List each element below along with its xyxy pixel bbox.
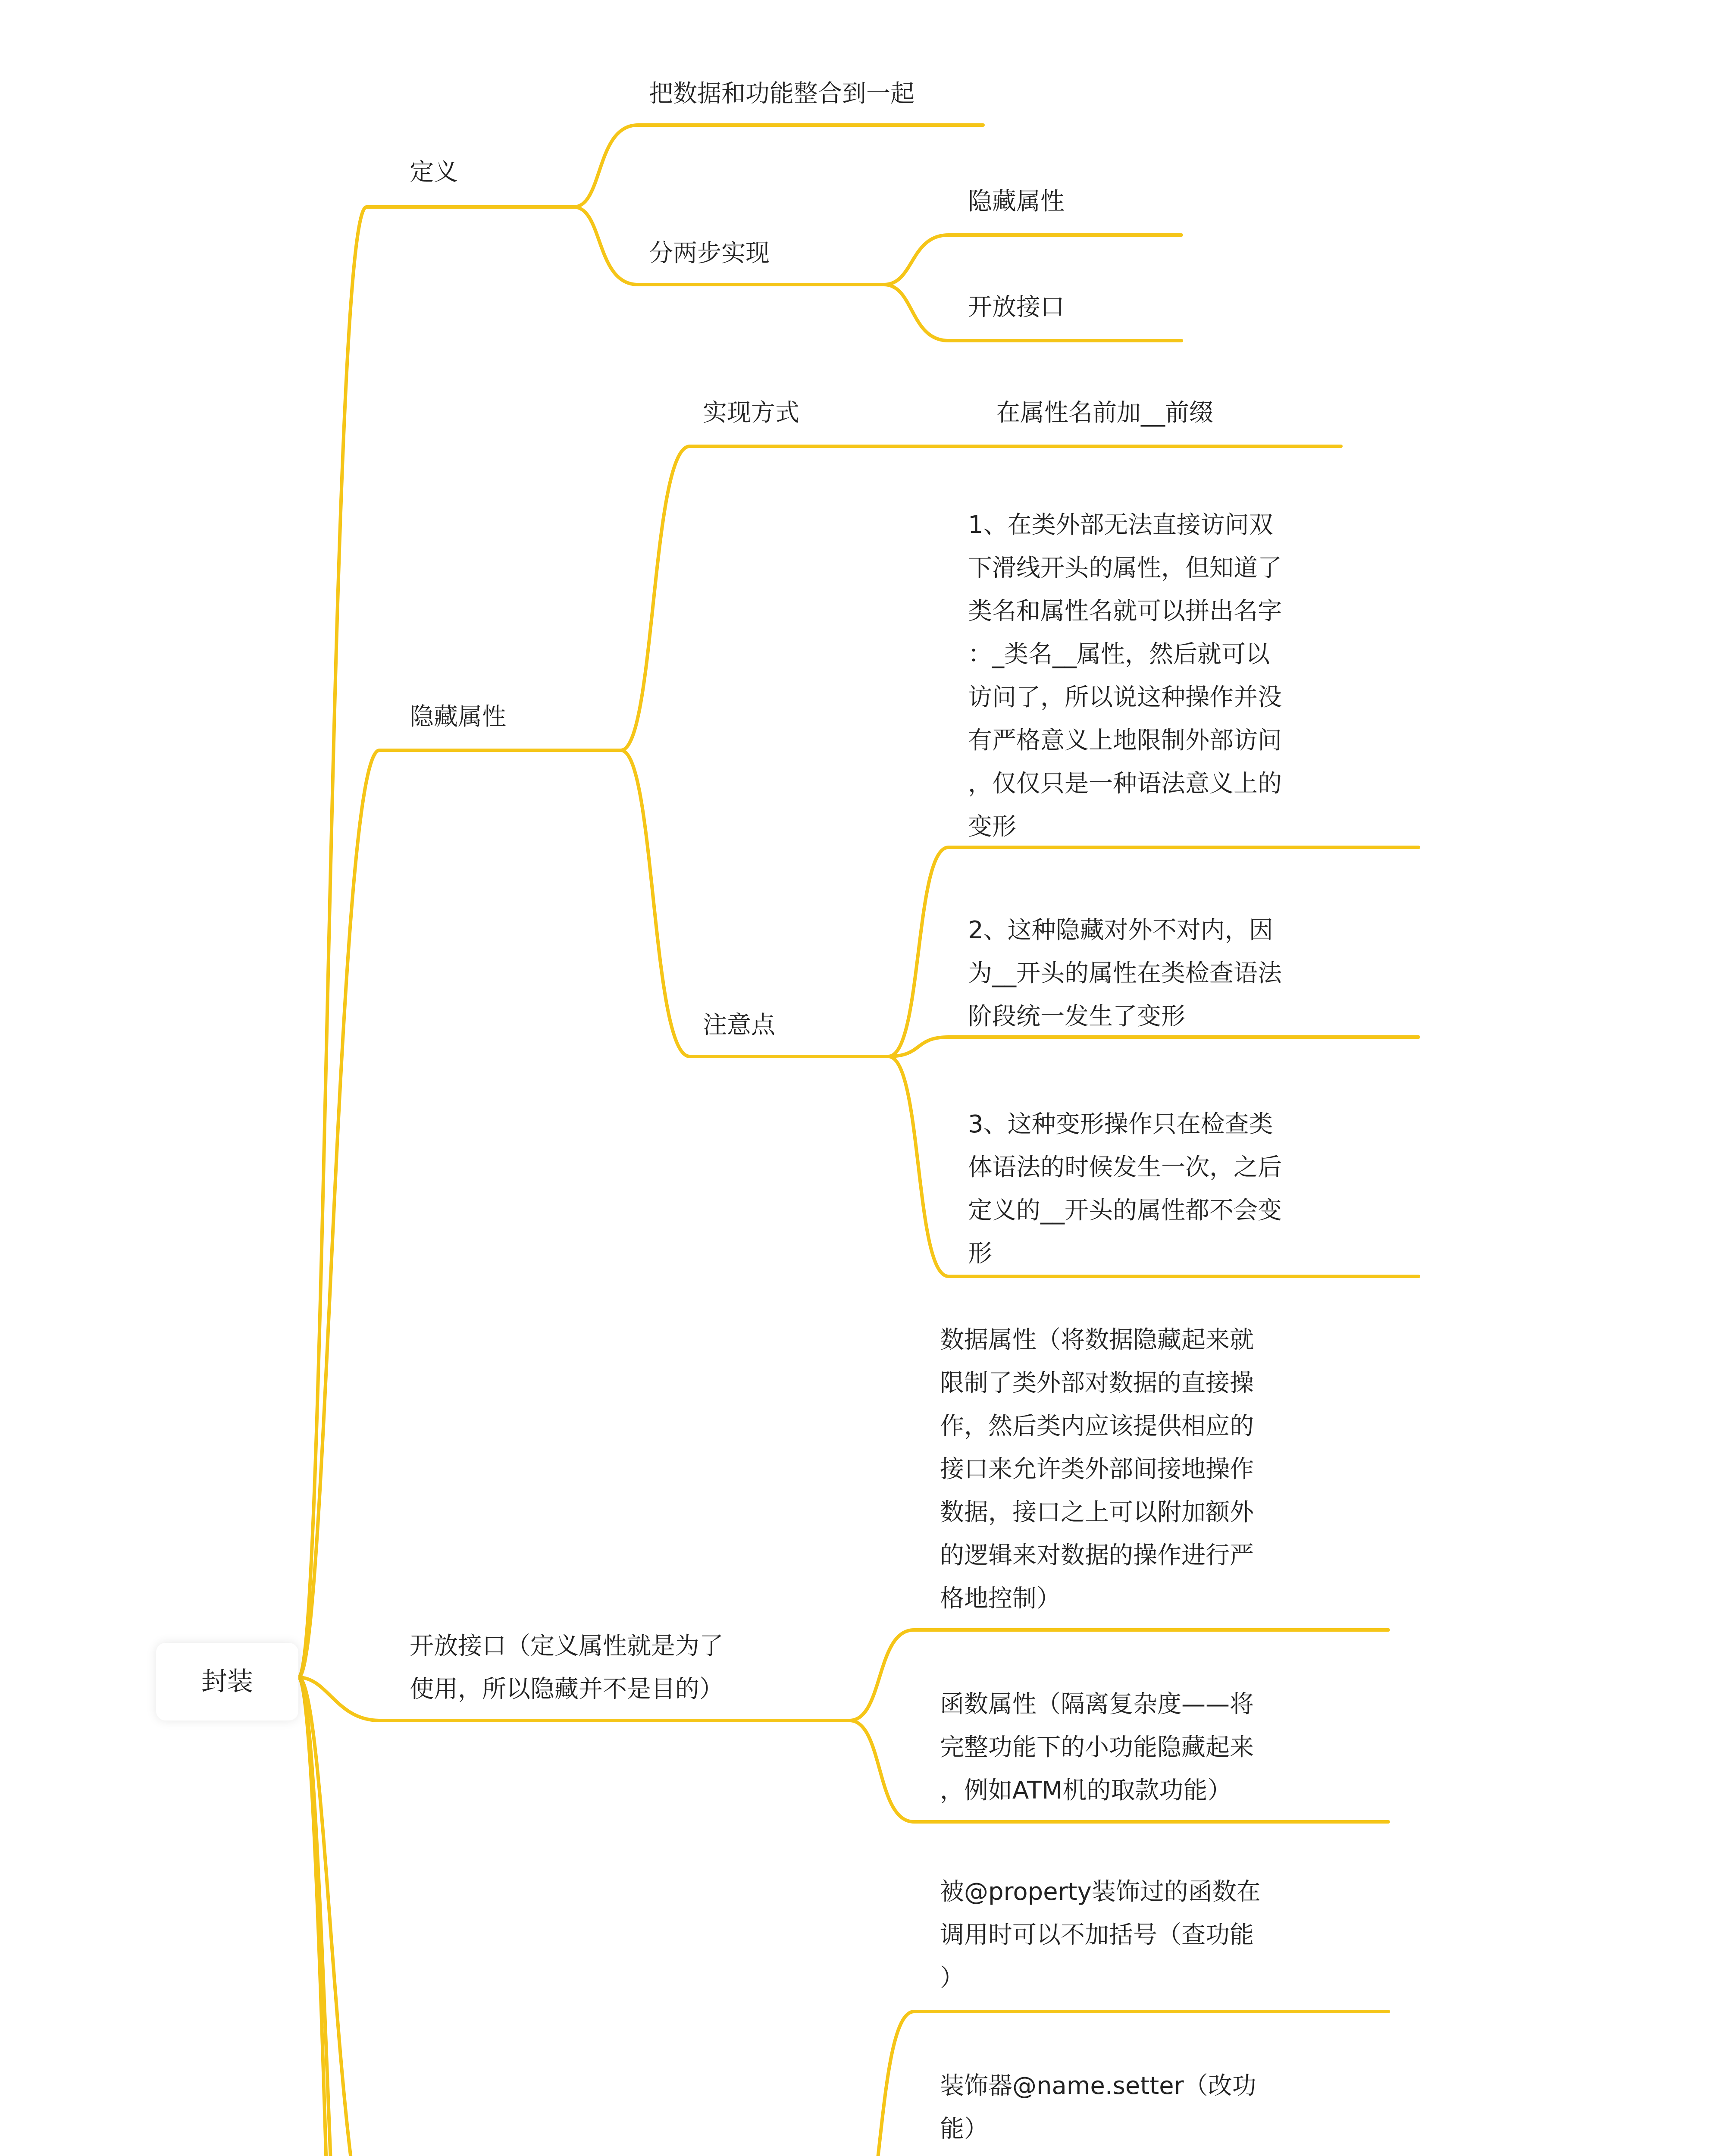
note-2-line: 2、这种隐藏对外不对内，因 (968, 916, 1273, 944)
note-1-line: 下滑线开头的属性，但知道了 (968, 554, 1282, 582)
note-2-line: 为__开头的属性在类检查语法 (968, 959, 1282, 987)
property-1-line: ） (940, 1964, 964, 1992)
node-impl[interactable]: 实现方式 (703, 399, 799, 427)
note-1-line: ：_类名__属性，然后就可以 (968, 640, 1270, 668)
node-integrate[interactable]: 把数据和功能整合到一起 (649, 80, 915, 108)
note-1-line: 变形 (968, 813, 1016, 841)
note-3-line: 定义的__开头的属性都不会变 (968, 1197, 1282, 1225)
data-attr-line: 作，然后类内应该提供相应的 (940, 1412, 1254, 1440)
func-attr-line: 完整功能下的小功能隐藏起来 (940, 1733, 1254, 1761)
data-attr-line: 数据属性（将数据隐藏起来就 (940, 1326, 1254, 1354)
note-3-line: 3、这种变形操作只在检查类 (968, 1110, 1273, 1138)
note-1-line: 有严格意义上地限制外部访问 (968, 727, 1282, 755)
data-attr-line: 限制了类外部对数据的直接操 (940, 1369, 1254, 1397)
node-hide-step[interactable]: 隐藏属性 (968, 188, 1065, 216)
func-attr-line: 函数属性（隔离复杂度——将 (940, 1690, 1254, 1718)
data-attr-line: 格地控制） (940, 1585, 1061, 1613)
link-def-integrate (573, 125, 983, 207)
func-attr-line: ，例如ATM机的取款功能） (940, 1777, 1232, 1805)
data-attr-line: 数据，接口之上可以附加额外 (940, 1498, 1254, 1526)
note-3-line: 体语法的时候发生一次，之后 (968, 1153, 1282, 1181)
link-notes-2 (888, 1037, 1419, 1056)
property-1-line: 调用时可以不加括号（查功能 (940, 1921, 1254, 1949)
link-root-hidden (298, 750, 621, 1677)
note-2-line: 阶段统一发生了变形 (968, 1003, 1185, 1031)
node-two-steps[interactable]: 分两步实现 (649, 239, 770, 267)
link-root-definition (298, 207, 573, 1677)
property-1-line: 被@property装饰过的函数在 (940, 1878, 1261, 1906)
open-interface-line: 开放接口（定义属性就是为了 (410, 1632, 723, 1660)
note-1-line: 类名和属性名就可以拼出名字 (968, 597, 1282, 625)
note-1-line: 访问了，所以说这种操作并没 (968, 683, 1282, 711)
data-attr-line: 的逻辑来对数据的操作进行严 (940, 1542, 1254, 1570)
node-open-step[interactable]: 开放接口 (968, 293, 1065, 321)
open-interface-line: 使用，所以隐藏并不是目的） (410, 1675, 723, 1703)
node-hidden-attr[interactable]: 隐藏属性 (410, 703, 506, 731)
property-2-line: 装饰器@name.setter（改功 (940, 2072, 1256, 2100)
link-root-property (298, 1677, 849, 2156)
node-notes[interactable]: 注意点 (703, 1011, 775, 1039)
node-definition[interactable]: 定义 (410, 158, 458, 186)
property-2-line: 能） (940, 2115, 988, 2143)
link-root-unbound (298, 1677, 690, 2156)
link-root-bound (298, 1677, 625, 2156)
node-impl-detail[interactable]: 在属性名前加__前缀 (996, 399, 1213, 427)
link-hidden-impl (621, 446, 910, 750)
link-twosteps-hide (884, 235, 1181, 285)
note-1-line: ，仅仅只是一种语法意义上的 (968, 770, 1282, 798)
data-attr-line: 接口来允许类外部间接地操作 (940, 1455, 1254, 1483)
root-label: 封装 (201, 1667, 253, 1697)
note-1-line: 1、在类外部无法直接访问双 (968, 511, 1273, 539)
note-3-line: 形 (968, 1240, 992, 1268)
